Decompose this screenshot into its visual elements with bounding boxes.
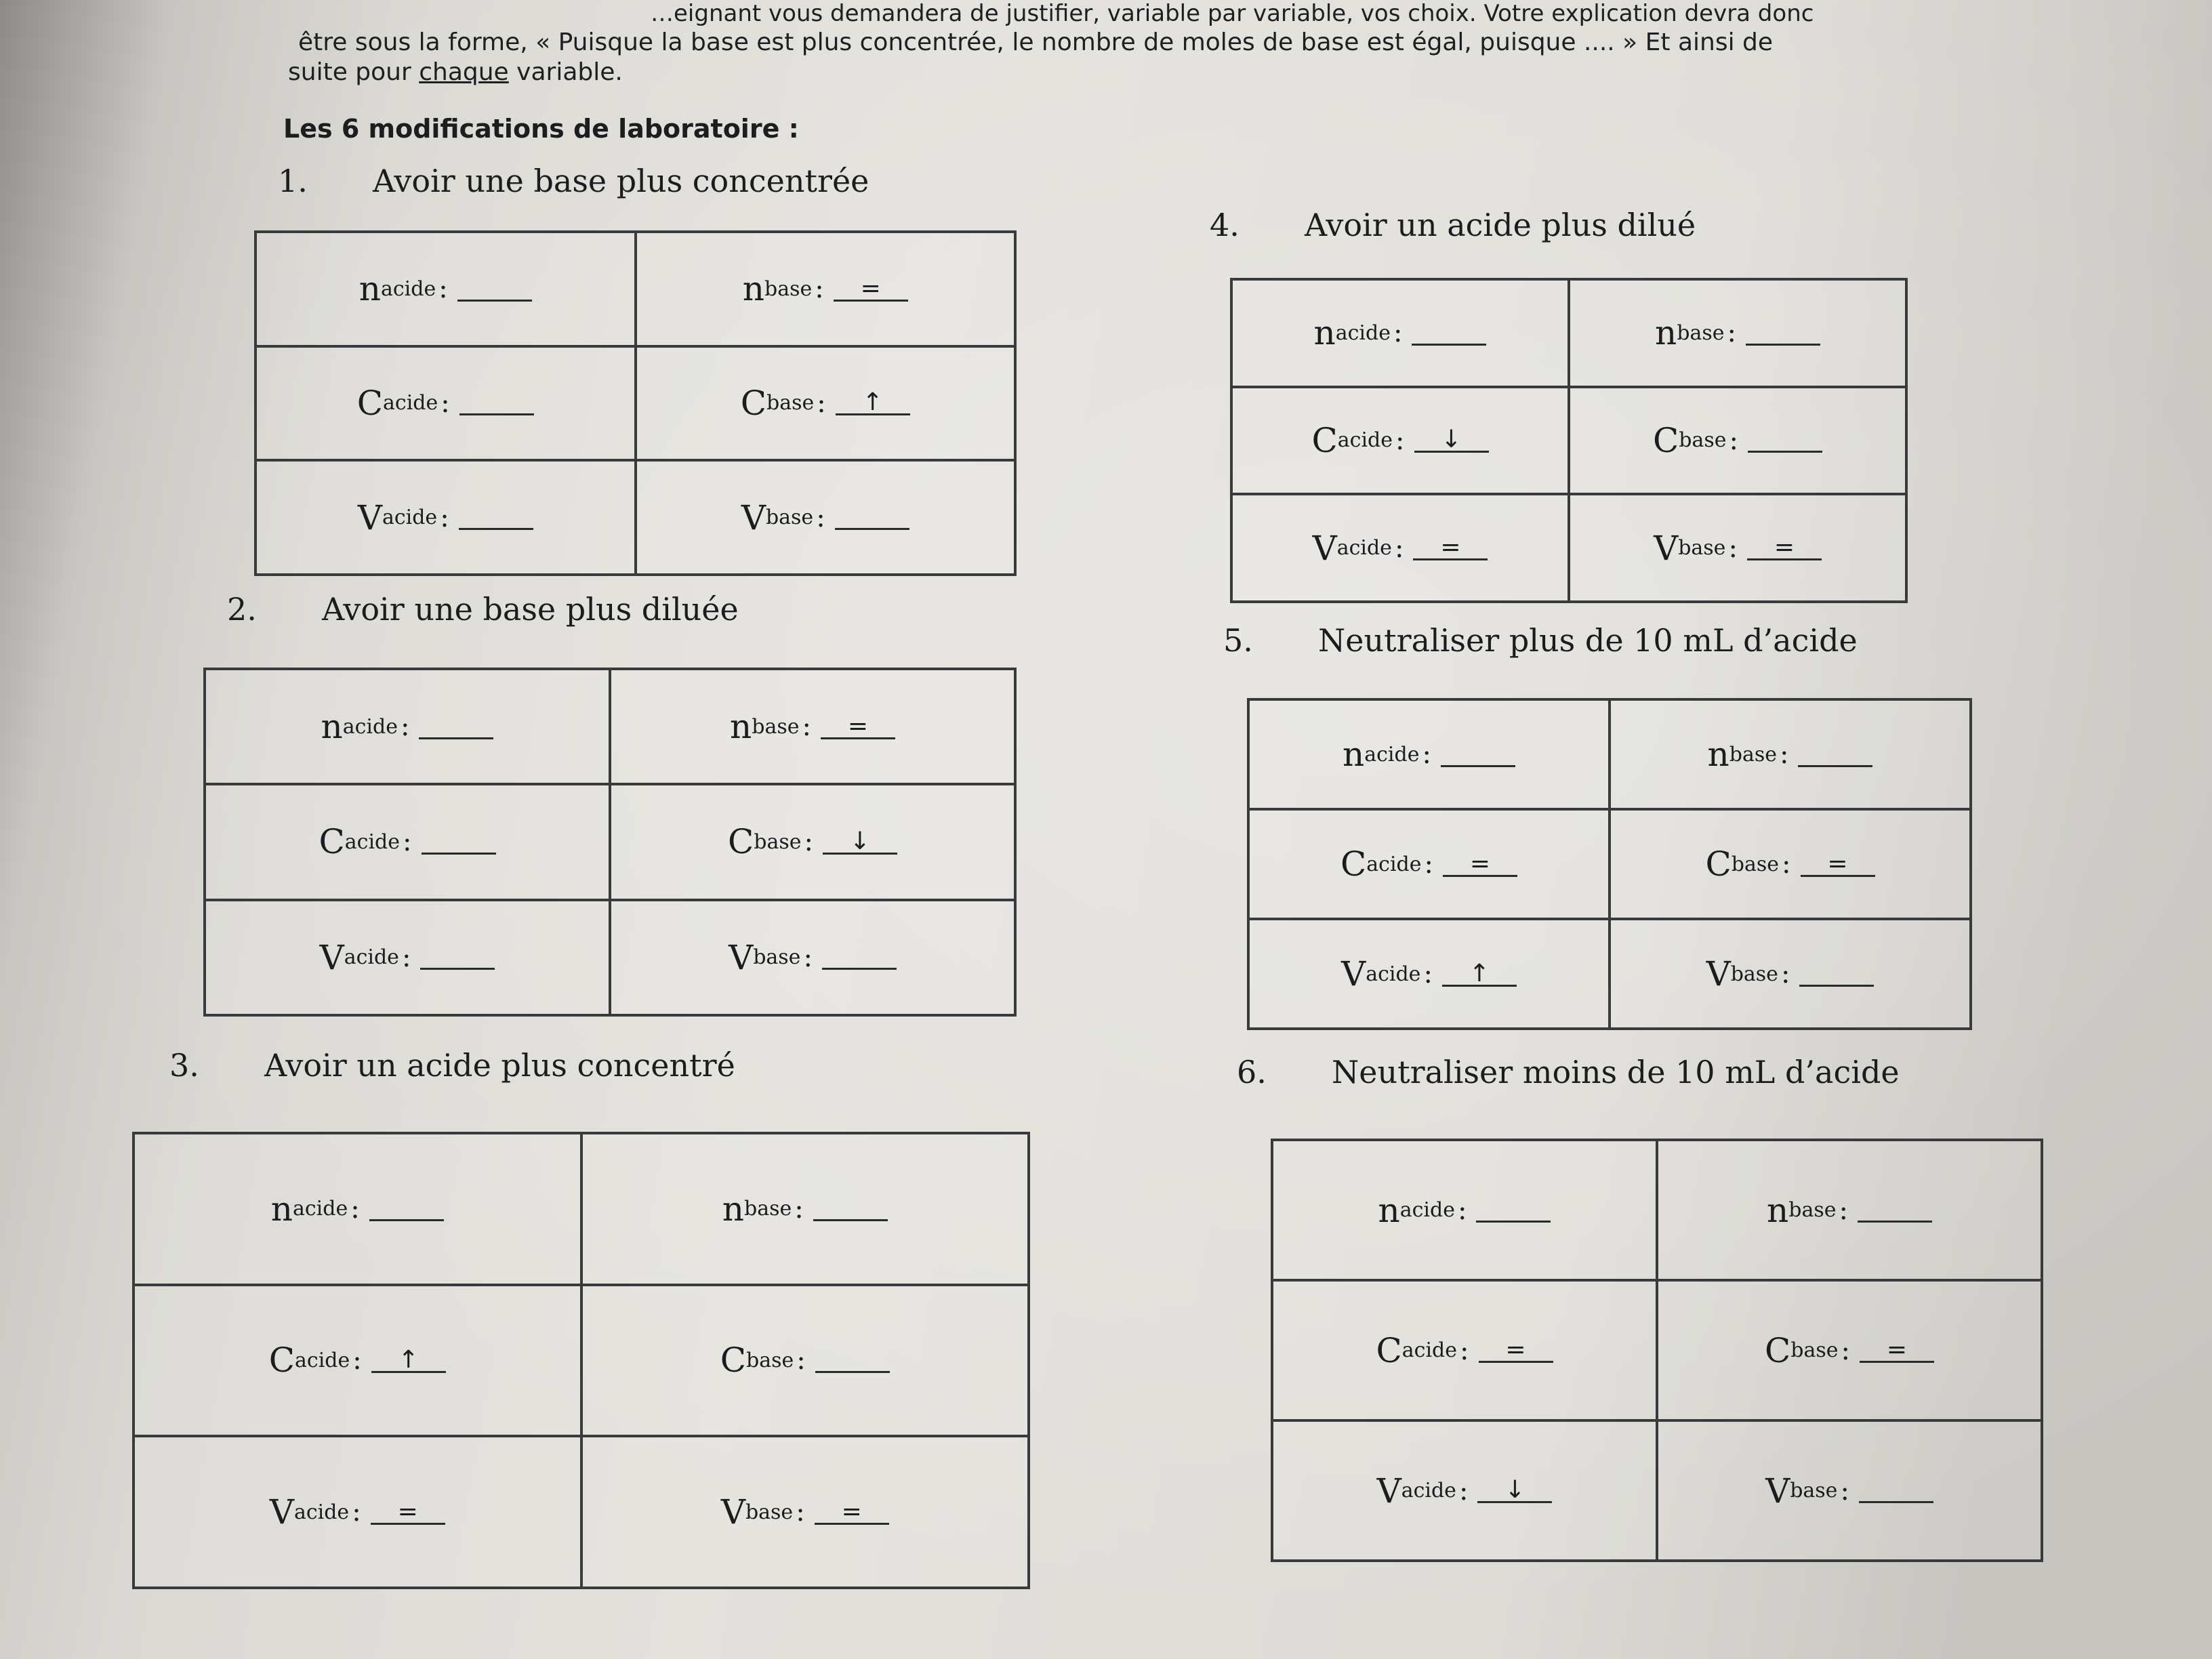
variable-label [1250,701,1608,808]
experiment-2-title [227,591,739,628]
variable-symbol: V [1376,1471,1401,1511]
variable-cell-n-base [610,669,1015,784]
variable-subscript: base [1677,321,1725,345]
experiment-4-table [1230,278,1908,603]
variable-colon: : [352,1345,362,1376]
answer-blank[interactable] [835,505,909,530]
variable-subscript: base [1790,1479,1838,1502]
table-row [1272,1280,2042,1420]
variable-subscript: acide [1401,1479,1456,1502]
variable-colon: : [1457,1194,1467,1226]
answer-blank[interactable]: = [1747,535,1822,560]
intro-line-2 [288,58,623,86]
variable-cell-n-base [636,232,1016,346]
answer-blank[interactable] [1859,1478,1933,1503]
variable-colon: : [1458,1475,1469,1507]
table-row [255,232,1015,346]
variable-cell-c-base [1657,1280,2042,1420]
variable-subscript: base [746,1348,794,1372]
variable-cell-v-acide [1248,919,1610,1029]
variable-colon: : [1460,1334,1469,1366]
variable-colon: : [1423,958,1433,989]
section-heading: Les 6 modifications de laboratoire : [283,114,799,144]
variable-label [637,233,1015,345]
variable-colon: : [1422,739,1431,770]
variable-label [1658,1141,2041,1279]
experiment-number: 5. [1223,622,1253,659]
experiment-title-text: Avoir une base plus diluée [322,591,739,628]
variable-colon: : [1841,1334,1850,1366]
variable-colon: : [794,1193,804,1225]
variable-subscript: base [753,945,801,970]
variable-cell-c-acide [134,1285,581,1437]
experiment-title-text: Avoir un acide plus concentré [264,1047,735,1084]
variable-subscript: base [754,830,802,854]
variable-symbol: C [1311,420,1338,460]
variable-colon: : [1782,848,1791,880]
variable-colon: : [401,941,411,973]
table-row [134,1133,1029,1285]
variable-label [1611,920,1969,1027]
answer-blank[interactable] [1748,428,1822,453]
variable-symbol: C [319,822,345,862]
variable-subscript: base [1730,962,1778,986]
variable-label [257,462,634,573]
variable-colon: : [438,273,448,305]
variable-cell-n-base [1657,1140,2042,1280]
table-row [1231,279,1906,387]
answer-blank[interactable] [419,714,493,739]
variable-colon: : [804,826,813,858]
variable-cell-v-base [1610,919,1971,1029]
variable-label [1273,1141,1656,1279]
variable-cell-c-acide [1248,809,1610,919]
variable-subscript: base [1679,428,1727,453]
variable-symbol: C [728,822,754,862]
variable-colon: : [400,711,410,743]
variable-cell-n-base [1569,279,1906,387]
variable-colon: : [1840,1475,1849,1507]
answer-blank[interactable] [1476,1197,1551,1223]
experiment-title-text: Neutraliser moins de 10 mL d’acide [1332,1054,1900,1090]
variable-colon: : [1424,848,1433,880]
variable-symbol: n [1378,1190,1400,1230]
variable-subscript: base [1678,536,1726,560]
table-row [1248,809,1971,919]
answer-blank[interactable] [822,945,897,970]
intro-line-2-post: variable. [508,58,623,86]
variable-label [1250,811,1608,918]
variable-subscript: acide [382,506,438,530]
variable-label [1233,388,1568,493]
variable-subscript: acide [1337,428,1393,453]
answer-blank[interactable]: = [821,714,895,739]
variable-cell-n-acide [1231,279,1569,387]
answer-blank[interactable]: = [371,1500,445,1525]
variable-label [135,1437,580,1586]
variable-label [1273,1282,1656,1419]
variable-colon: : [1779,739,1789,770]
answer-blank[interactable]: = [1860,1338,1934,1363]
variable-label [637,462,1015,573]
variable-label [583,1437,1028,1586]
answer-blank[interactable]: = [1413,535,1488,560]
variable-cell-c-acide [205,784,610,899]
variable-subscript: acide [344,830,401,854]
variable-colon: : [816,501,825,533]
intro-line-2-underlined: chaque [419,58,509,86]
variable-cell-v-acide [255,460,636,575]
experiment-5-table [1247,698,1972,1030]
variable-label [583,1134,1028,1284]
answer-blank[interactable]: ↑ [371,1348,446,1373]
variable-subscript: acide [1335,321,1391,345]
answer-blank[interactable] [815,1348,890,1373]
variable-colon: : [1839,1194,1848,1226]
variable-subscript: base [743,1197,792,1221]
variable-subscript: acide [292,1197,348,1221]
variable-subscript: acide [1366,962,1421,986]
variable-label [611,785,1014,898]
variable-label [1570,281,1905,386]
answer-blank[interactable] [457,276,532,302]
variable-cell-n-base [1610,699,1971,809]
variable-cell-v-base [636,460,1016,575]
variable-subscript: acide [344,945,399,970]
answer-blank[interactable] [459,505,533,530]
answer-blank[interactable] [1412,321,1486,346]
answer-blank[interactable]: ↓ [823,830,897,855]
variable-subscript: base [1731,852,1780,876]
answer-blank[interactable]: ↑ [836,390,910,415]
variable-subscript: acide [380,276,436,301]
experiment-6-table [1271,1139,2043,1562]
variable-colon: : [1780,958,1790,989]
variable-symbol: V [729,937,754,977]
variable-cell-c-base [581,1285,1029,1437]
experiment-number: 4. [1210,207,1240,243]
answer-blank[interactable]: ↓ [1477,1478,1552,1503]
variable-symbol: V [1654,528,1679,568]
table-row [1231,387,1906,495]
variable-cell-c-acide [255,346,636,461]
variable-subscript: acide [293,1500,350,1524]
experiment-3-table [132,1132,1030,1589]
variable-symbol: n [730,707,752,747]
variable-colon: : [802,711,811,743]
answer-blank[interactable]: ↓ [1414,428,1489,453]
table-row [1248,699,1971,809]
variable-symbol: C [1376,1330,1402,1370]
table-row [1272,1140,2042,1280]
variable-symbol: n [270,1189,293,1229]
variable-symbol: C [1340,844,1367,884]
variable-label [1611,811,1969,918]
variable-label [1570,495,1905,600]
experiment-title-text: Avoir un acide plus dilué [1305,207,1696,243]
variable-cell-v-acide [205,900,610,1015]
variable-cell-v-acide [1231,494,1569,602]
variable-label [206,901,609,1014]
variable-cell-c-base [610,784,1015,899]
table-row [134,1285,1029,1437]
variable-symbol: C [356,383,384,423]
variable-subscript: acide [1399,1198,1455,1222]
variable-symbol: n [1655,313,1677,353]
answer-blank[interactable] [1799,962,1874,987]
variable-colon: : [1395,424,1405,456]
variable-symbol: C [740,383,767,423]
variable-label [1233,281,1568,386]
variable-cell-c-base [1569,387,1906,495]
variable-symbol: V [319,937,344,977]
answer-blank[interactable] [369,1196,444,1221]
variable-symbol: n [1343,735,1365,774]
experiment-6-title [1237,1054,1900,1090]
variable-colon: : [350,1193,360,1225]
variable-subscript: base [1790,1338,1839,1362]
variable-colon: : [441,387,450,419]
answer-blank[interactable]: = [834,276,908,302]
variable-label [135,1134,580,1284]
variable-subscript: base [1788,1198,1837,1222]
variable-colon: : [815,273,824,305]
variable-cell-c-base [1610,809,1971,919]
answer-blank[interactable] [1441,742,1515,767]
variable-symbol: n [722,1189,744,1229]
variable-label [1658,1422,2041,1559]
variable-label [257,233,634,345]
variable-label [257,348,634,459]
experiment-4-title [1210,207,1696,243]
experiment-5-title [1223,622,1858,659]
variable-label [1233,495,1568,600]
answer-blank[interactable]: = [1801,852,1875,877]
variable-symbol: C [268,1340,295,1380]
variable-cell-c-acide [1272,1280,1657,1420]
answer-blank[interactable] [1858,1197,1932,1223]
variable-symbol: V [1312,528,1337,568]
intro-line-1: être sous la forme, « Puisque la base est plus concentrée, le nombre de moles de base est égal, puisque .... » Et ainsi de [298,28,1774,56]
experiment-2-table [203,668,1017,1017]
variable-symbol: n [321,707,343,747]
variable-label [583,1286,1028,1435]
table-row [134,1436,1029,1588]
variable-symbol: V [1341,954,1366,994]
variable-subscript: acide [1364,742,1420,766]
variable-label [1611,701,1969,808]
variable-label [1658,1282,2041,1419]
table-row [205,669,1015,784]
variable-subscript: acide [342,714,398,739]
variable-colon: : [796,1496,805,1528]
variable-cell-n-acide [1248,699,1610,809]
variable-colon: : [440,501,449,533]
variable-colon: : [1729,424,1738,456]
variable-symbol: V [269,1492,294,1532]
variable-cell-c-base [636,346,1016,461]
variable-subscript: base [764,276,813,301]
variable-label [206,785,609,898]
variable-symbol: C [1653,420,1679,460]
answer-blank[interactable]: ↑ [1442,962,1517,987]
variable-symbol: V [720,1492,745,1532]
variable-cell-v-acide [1272,1420,1657,1561]
variable-subscript: base [766,391,815,415]
variable-cell-n-base [581,1133,1029,1285]
variable-symbol: n [1767,1190,1789,1230]
table-row [1248,919,1971,1029]
experiment-title-text: Avoir une base plus concentrée [373,163,869,199]
variable-cell-v-acide [134,1436,581,1588]
variable-cell-n-acide [1272,1140,1657,1280]
variable-cell-n-acide [255,232,636,346]
variable-cell-v-base [581,1436,1029,1588]
variable-label [135,1286,580,1435]
variable-symbol: n [1313,313,1336,353]
table-row [1272,1420,2042,1561]
experiment-number: 6. [1237,1054,1267,1090]
table-row [1231,494,1906,602]
table-row [255,346,1015,461]
table-row [205,784,1015,899]
answer-blank[interactable]: = [1479,1338,1553,1363]
variable-subscript: acide [1336,536,1392,560]
variable-symbol: C [1705,844,1732,884]
variable-subscript: base [1729,742,1777,766]
answer-blank[interactable] [420,945,495,970]
variable-symbol: V [741,497,766,537]
variable-symbol: n [742,269,764,309]
variable-cell-v-base [610,900,1015,1015]
variable-subscript: base [765,506,814,530]
answer-blank[interactable]: = [815,1500,889,1525]
variable-subscript: base [752,714,800,739]
intro-line-2-pre: suite pour [288,58,419,86]
variable-label [637,348,1015,459]
variable-cell-n-acide [134,1133,581,1285]
variable-label [206,670,609,783]
experiment-number: 2. [227,591,257,628]
answer-blank[interactable] [1746,321,1820,346]
variable-subscript: acide [295,1348,350,1372]
experiment-number: 3. [169,1047,199,1084]
experiment-1-title [278,163,869,199]
table-row [205,900,1015,1015]
variable-symbol: C [720,1340,747,1380]
variable-subscript: acide [1366,852,1422,876]
table-row [255,460,1015,575]
experiment-number: 1. [278,163,308,199]
answer-blank[interactable] [813,1196,888,1221]
variable-cell-v-base [1569,494,1906,602]
variable-colon: : [403,826,412,858]
variable-colon: : [352,1496,361,1528]
variable-label [1570,388,1905,493]
variable-cell-v-base [1657,1420,2042,1561]
variable-colon: : [1394,532,1404,564]
variable-label [611,670,1014,783]
variable-symbol: n [1707,735,1729,774]
variable-colon: : [1728,532,1738,564]
variable-colon: : [803,941,813,973]
variable-colon: : [1393,317,1403,349]
variable-colon: : [796,1345,806,1376]
experiment-3-title [169,1047,735,1084]
variable-subscript: acide [1401,1338,1458,1362]
variable-symbol: n [359,269,381,309]
answer-blank[interactable] [459,390,534,415]
variable-label [1250,920,1608,1027]
variable-symbol: V [1765,1471,1790,1511]
variable-colon: : [817,387,826,419]
answer-blank[interactable] [1798,742,1872,767]
answer-blank[interactable] [422,830,496,855]
variable-cell-n-acide [205,669,610,784]
variable-label [1273,1422,1656,1559]
variable-symbol: C [1765,1330,1791,1370]
variable-colon: : [1727,317,1736,349]
experiment-1-table [254,230,1017,576]
answer-blank[interactable]: = [1443,852,1517,877]
variable-subscript: acide [383,391,438,415]
variable-symbol: V [1706,954,1731,994]
intro-line-0: …eignant vous demandera de justifier, variable par variable, vos choix. Votre explication devra donc [651,0,1814,27]
variable-subscript: base [745,1500,794,1524]
experiment-title-text: Neutraliser plus de 10 mL d’acide [1318,622,1858,659]
variable-cell-c-acide [1231,387,1569,495]
variable-symbol: V [357,497,382,537]
variable-label [611,901,1014,1014]
